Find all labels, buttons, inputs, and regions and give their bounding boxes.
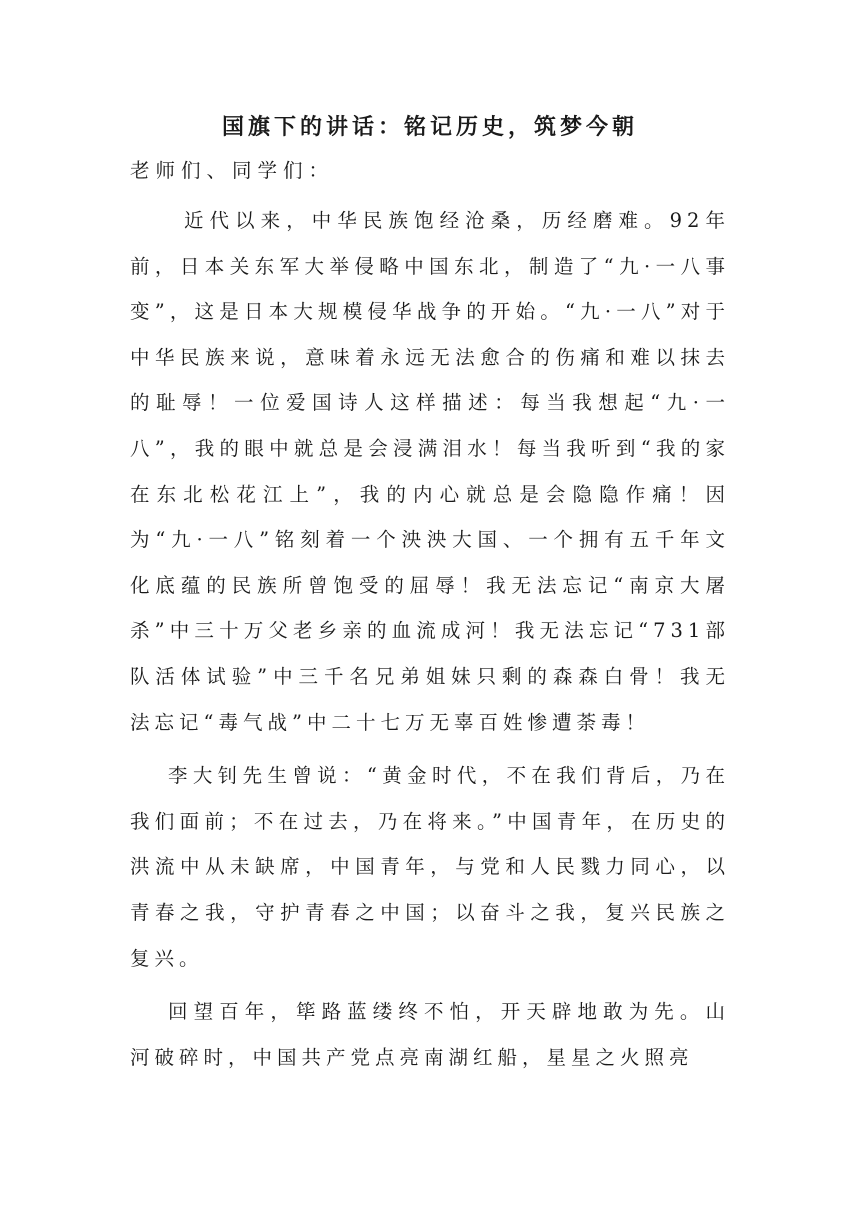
- paragraph-gap: [130, 981, 730, 989]
- paragraph-1: 近代以来，中华民族饱经沧桑，历经磨难。92年前，日本关东军大举侵略中国东北，制造了“九·一八事变”，这是日本大规模侵华战争的开始。“九·一八”对于中华民族来说，意味着永远无法愈合的伤痛和难以抹去的耻辱！一位爱国诗人这样描述：每当我想起“九·一八”，我的眼中就总是会浸满泪水！每当我听到“我的家在东北松花江上”，我的内心就总是会隐隐作痛！因为“九·一八”铭刻着一个泱泱大国、一个拥有五千年文化底蕴的民族所曾饱受的屈辱！我无法忘记“南京大屠杀”中三十万父老乡亲的血流成河！我无法忘记“731部队活体试验”中三千名兄弟姐妹只剩的森森白骨！我无法忘记“毒气战”中二十七万无辜百姓惨遭荼毒！: [130, 209, 730, 734]
- paragraph-3: 回望百年，筚路蓝缕终不怕，开天辟地敢为先。山河破碎时，中国共产党点亮南湖红船，星星之火照亮: [130, 1000, 730, 1069]
- paragraph-2: 李大钊先生曾说：“黄金时代，不在我们背后，乃在我们面前；不在过去，乃在将来。”中国青年，在历史的洪流中从未缺席，中国青年，与党和人民戮力同心，以青春之我，守护青春之中国；以奋斗之我，复兴民族之复兴。: [130, 764, 730, 970]
- document-title: 国旗下的讲话：铭记历史，筑梦今朝: [221, 114, 638, 140]
- salutation: 老师们、同学们：: [130, 159, 335, 182]
- paragraph-gap: [130, 745, 730, 753]
- document-page: [130, 110, 730, 1080]
